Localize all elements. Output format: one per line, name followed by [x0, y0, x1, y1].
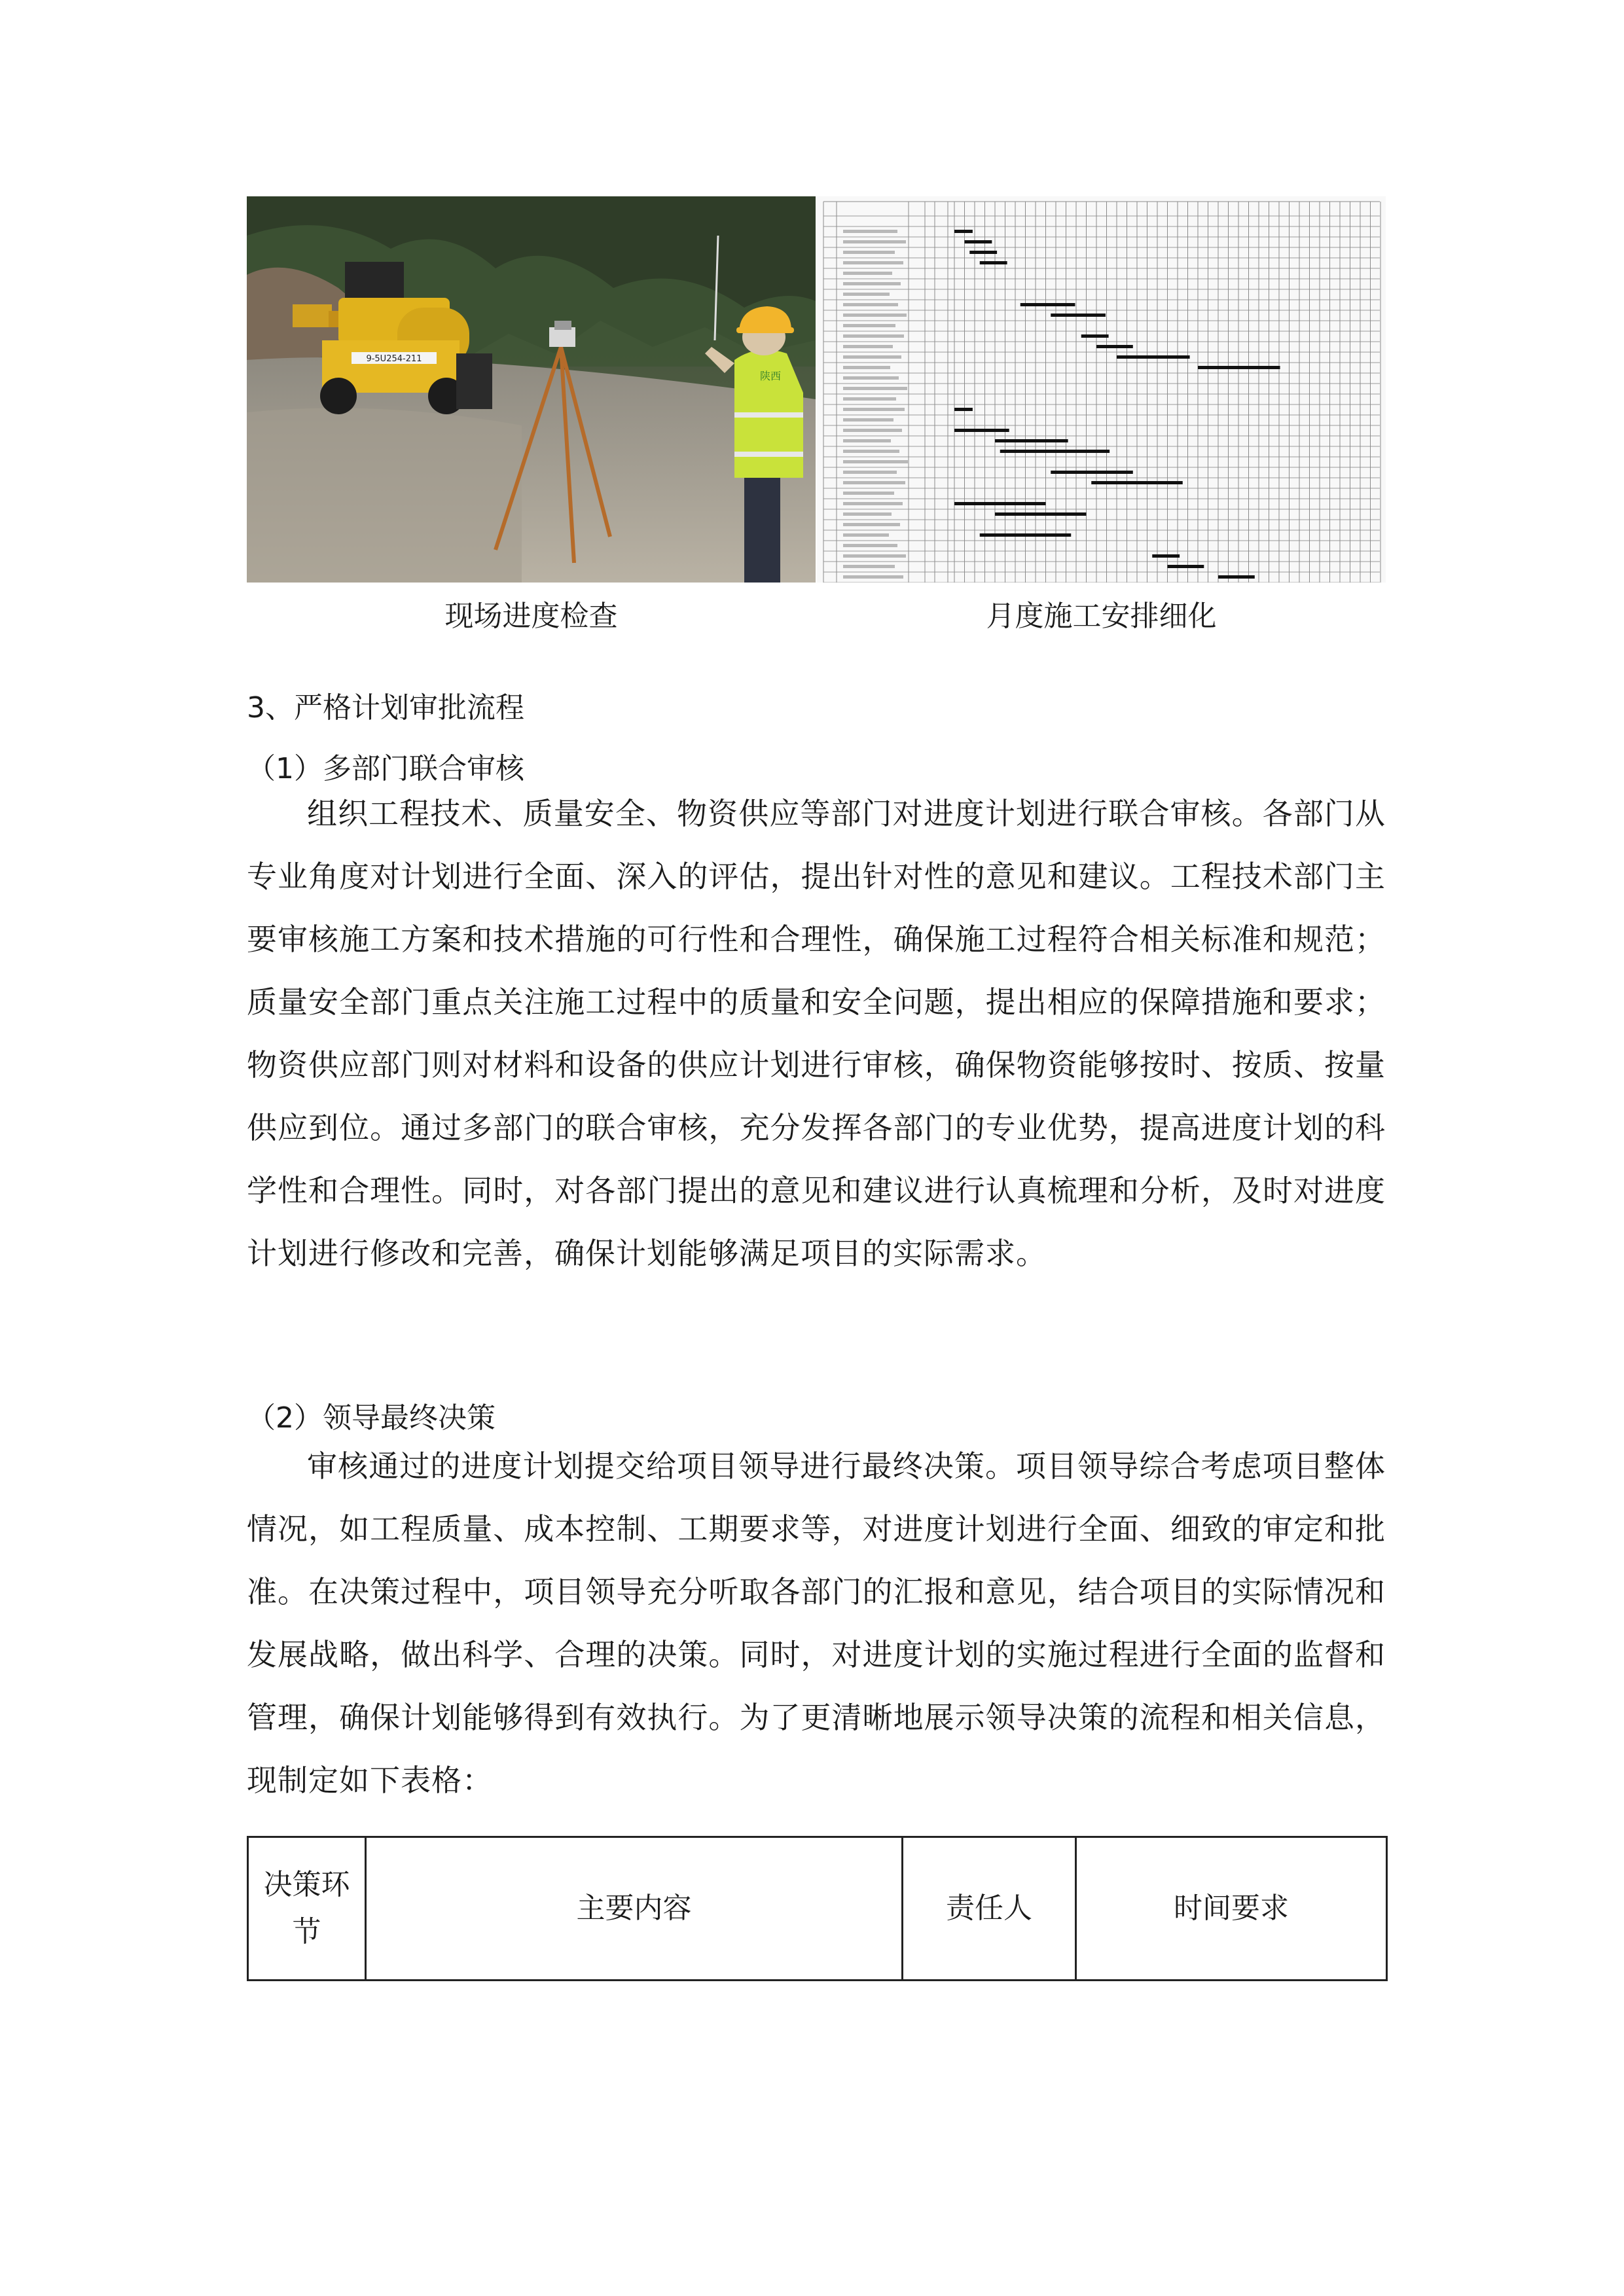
gantt-bar	[954, 230, 973, 233]
gantt-bar	[1168, 565, 1204, 568]
subsection-2-heading: （2）领导最终决策	[247, 1401, 496, 1435]
right-figure-caption: 月度施工安排细化	[986, 600, 1217, 633]
gantt-bar	[954, 429, 1009, 432]
vest-text: 陕西	[759, 370, 782, 382]
gantt-bar	[954, 502, 1046, 505]
gantt-task-label	[843, 324, 895, 327]
roller-plate: 9-5U254-211	[366, 354, 422, 364]
gantt-task-label	[843, 418, 893, 422]
site-inspection-photo	[247, 196, 816, 583]
gantt-task-label	[843, 450, 899, 453]
table-header-cell: 责任人	[903, 1837, 1076, 1981]
gantt-task-label	[843, 293, 890, 296]
gantt-task-label	[843, 439, 891, 442]
gantt-task-label	[843, 366, 890, 369]
table-header-cell: 主要内容	[366, 1837, 903, 1981]
gantt-task-label	[843, 355, 901, 359]
gantt-task-label	[843, 230, 897, 233]
gantt-bar	[980, 533, 1072, 537]
gantt-task-label	[843, 429, 902, 432]
gantt-task-label	[843, 408, 905, 411]
gantt-task-label	[843, 251, 895, 254]
subsection-2-body: 审核通过的进度计划提交给项目领导进行最终决策。项目领导综合考虑项目整体情况，如工程质量、成本控制、工期要求等，对进度计划进行全面、细致的审定和批准。在决策过程中，项目领导充分听取各部门的汇报和意见，结合项目的实际情况和发展战略，做出科学、合理的决策。同时，对进度计划的实施过程进行全面的监督和管理，确保计划能够得到有效执行。为了更清晰地展示领导决策的流程和相关信息，现制定如下表格：	[247, 1448, 1386, 1798]
gantt-task-label	[843, 481, 905, 484]
gantt-task-label	[843, 471, 897, 474]
gantt-bar	[1051, 314, 1106, 317]
table-header-cell: 时间要求	[1076, 1837, 1387, 1981]
monthly-gantt-chart	[817, 196, 1386, 583]
gantt-bar	[1091, 481, 1183, 484]
gantt-bar	[969, 251, 997, 254]
gantt-bar	[1152, 554, 1180, 558]
gantt-task-label	[843, 523, 900, 526]
gantt-task-label	[843, 303, 898, 306]
gantt-bar	[995, 512, 1087, 516]
gantt-task-label	[843, 282, 901, 285]
gantt-task-label	[843, 376, 899, 380]
gantt-bar	[1020, 303, 1075, 306]
gantt-task-label	[843, 460, 908, 463]
gantt-bar	[1218, 575, 1255, 579]
gantt-bar	[1117, 355, 1190, 359]
gantt-task-label	[843, 565, 895, 568]
gantt-bar	[1000, 450, 1110, 453]
gantt-task-label	[843, 240, 906, 243]
decision-table	[247, 1836, 1388, 1981]
gantt-task-label	[843, 502, 903, 505]
gantt-task-label	[843, 272, 892, 275]
gantt-task-label	[843, 345, 893, 348]
gantt-task-label	[843, 512, 892, 516]
gantt-bar	[1051, 471, 1133, 474]
gantt-task-label	[843, 334, 904, 338]
table-header-cell: 决策环节	[248, 1837, 366, 1981]
gantt-task-label	[843, 544, 897, 547]
gantt-bar	[1081, 334, 1109, 338]
gantt-bar	[995, 439, 1068, 442]
gantt-task-label	[843, 397, 896, 401]
gantt-task-label	[843, 261, 903, 264]
gantt-bar	[1096, 345, 1133, 348]
gantt-task-label	[843, 314, 907, 317]
left-figure-caption: 现场进度检查	[444, 600, 618, 633]
section-heading: 3、严格计划审批流程	[247, 691, 524, 725]
table-header-row	[248, 1837, 1387, 1981]
gantt-bar	[965, 240, 992, 243]
gantt-task-label	[843, 387, 907, 390]
gantt-task-label	[843, 533, 889, 537]
gantt-bar	[980, 261, 1007, 264]
subsection-1-heading: （1）多部门联合审核	[247, 752, 524, 785]
gantt-task-label	[843, 492, 894, 495]
gantt-bar	[1198, 366, 1280, 369]
subsection-1-body: 组织工程技术、质量安全、物资供应等部门对进度计划进行联合审核。各部门从专业角度对计划进行全面、深入的评估，提出针对性的意见和建议。工程技术部门主要审核施工方案和技术措施的可行性和合理性，确保施工过程符合相关标准和规范；质量安全部门重点关注施工过程中的质量和安全问题，提出相应的保障措施和要求；物资供应部门则对材料和设备的供应计划进行审核，确保物资能够按时、按质、按量供应到位。通过多部门的联合审核，充分发挥各部门的专业优势，提高进度计划的科学性和合理性。同时，对各部门提出的意见和建议进行认真梳理和分析，及时对进度计划进行修改和完善，确保计划能够满足项目的实际需求。	[247, 796, 1386, 1271]
gantt-bar	[954, 408, 973, 411]
gantt-task-label	[843, 575, 903, 579]
gantt-task-label	[843, 554, 906, 558]
